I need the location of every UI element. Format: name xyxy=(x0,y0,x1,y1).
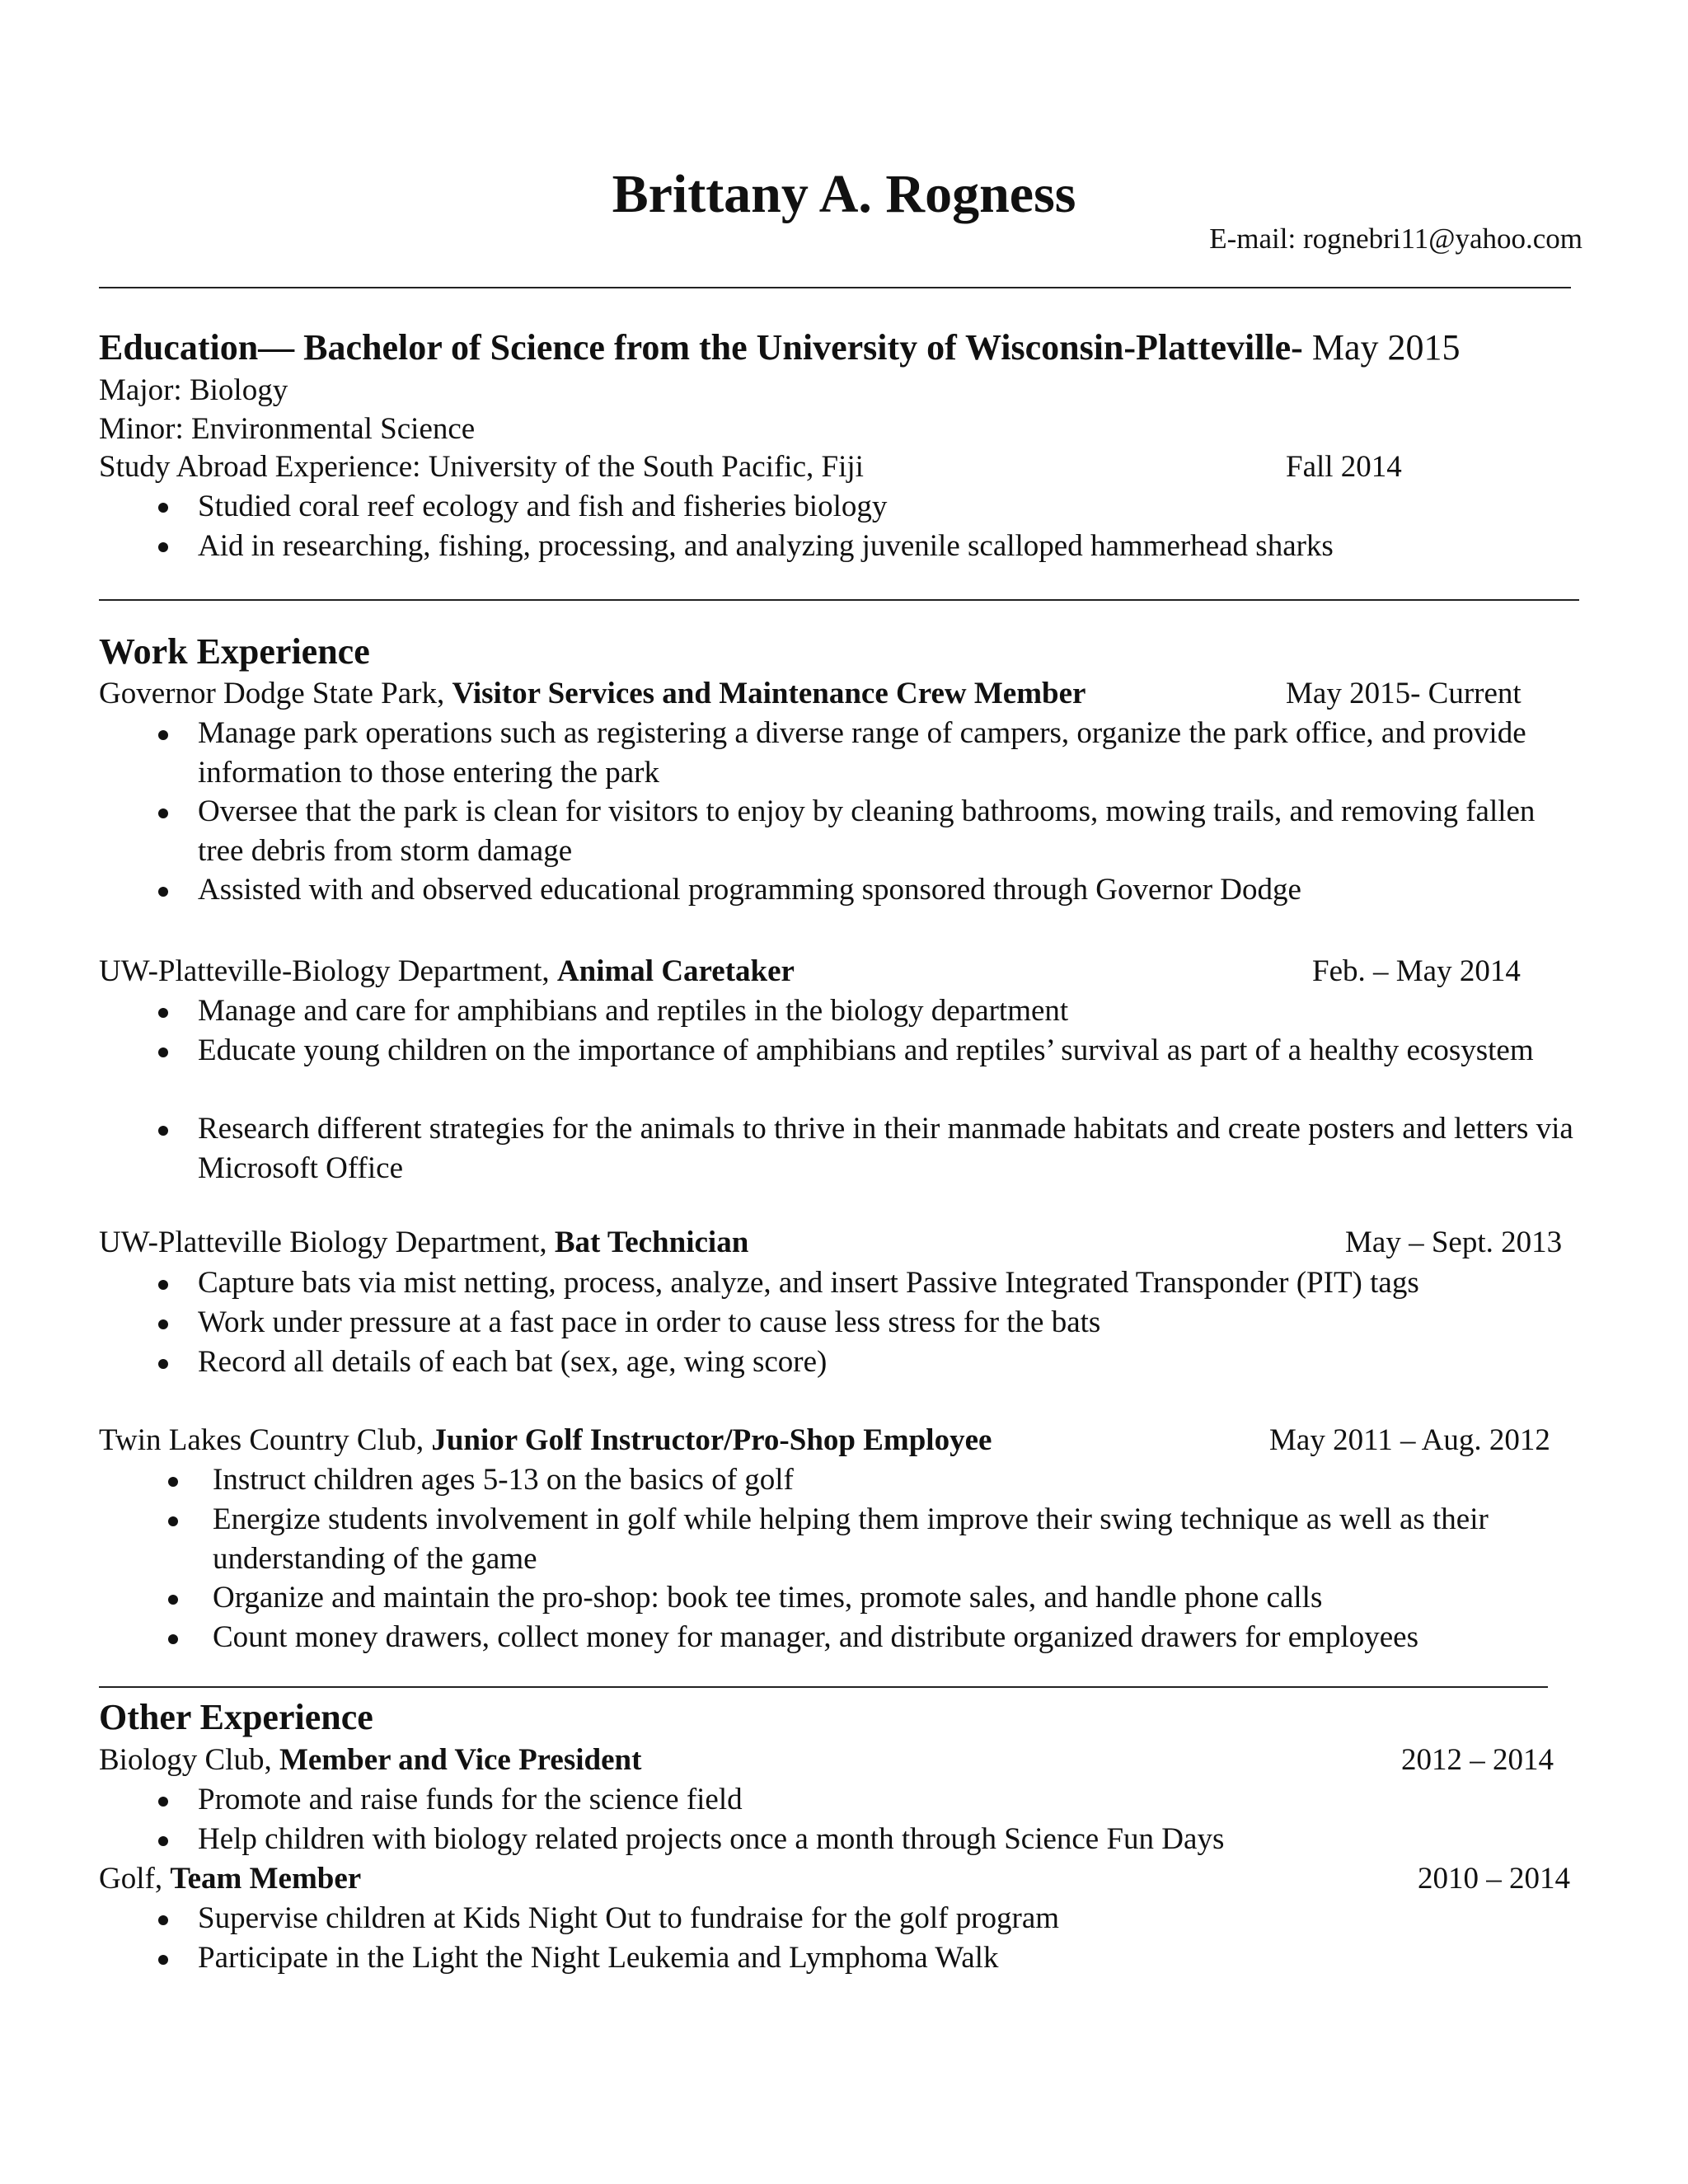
job-bullet: Instruct children ages 5-13 on the basics of golf xyxy=(213,1463,794,1497)
bullet-icon xyxy=(158,1126,168,1136)
bullet-icon xyxy=(158,1915,168,1925)
job-date: May 2011 – Aug. 2012 xyxy=(1269,1423,1550,1457)
job-bullet: Count money drawers, collect money for manager, and distribute organized drawers for employees xyxy=(213,1620,1418,1654)
job-bullet: Educate young children on the importance of amphibians and reptiles’ survival as part of a healthy ecosystem xyxy=(198,1033,1534,1067)
activity-bullet: Supervise children at Kids Night Out to fundraise for the golf program xyxy=(198,1901,1060,1935)
job-header xyxy=(99,1421,992,1460)
bullet-icon xyxy=(158,1797,168,1807)
job-header xyxy=(99,1223,748,1263)
activity-org: Biology Club, xyxy=(99,1743,279,1777)
job-bullet: Record all details of each bat (sex, age, wing score) xyxy=(198,1345,828,1379)
activity-bullet: Participate in the Light the Night Leukemia and Lymphoma Walk xyxy=(198,1941,999,1975)
education-heading xyxy=(99,325,1461,371)
job-bullet: Work under pressure at a fast pace in order to cause less stress for the bats xyxy=(198,1305,1101,1339)
activity-bullet: Promote and raise funds for the science field xyxy=(198,1783,743,1816)
work-divider xyxy=(99,1686,1548,1688)
bullet-icon xyxy=(158,1047,168,1057)
job-header xyxy=(99,674,1085,714)
job-title: Junior Golf Instructor/Pro-Shop Employee xyxy=(431,1423,992,1457)
job-bullet: Organize and maintain the pro-shop: book tee times, promote sales, and handle phone calls xyxy=(213,1581,1323,1615)
study-abroad: Study Abroad Experience: University of the South Pacific, Fiji xyxy=(99,450,864,484)
job-bullet: Assisted with and observed educational programming sponsored through Governor Dodge xyxy=(198,873,1301,907)
bullet-icon xyxy=(158,808,168,818)
bullet-icon xyxy=(158,887,168,897)
bullet-icon xyxy=(158,542,168,552)
education-date: May 2015 xyxy=(1302,327,1461,368)
activity-title: Team Member xyxy=(170,1862,362,1896)
activity-org: Golf, xyxy=(99,1862,171,1896)
bullet-icon xyxy=(158,1359,168,1369)
education-minor: Minor: Environmental Science xyxy=(99,412,476,446)
resume-name: Brittany A. Rogness xyxy=(612,164,1076,224)
bullet-icon xyxy=(168,1595,178,1605)
activity-date: 2010 – 2014 xyxy=(1418,1862,1570,1896)
activity-header xyxy=(99,1859,361,1899)
activity-date: 2012 – 2014 xyxy=(1401,1743,1554,1777)
job-bullet: Oversee that the park is clean for visitors to enjoy by cleaning bathrooms, mowing trails, and removing fallen tree debris from storm damage xyxy=(198,794,1536,868)
education-bullet: Studied coral reef ecology and fish and fisheries biology xyxy=(198,490,888,523)
education-bullet: Aid in researching, fishing, processing, and analyzing juvenile scalloped hammerhead sharks xyxy=(198,529,1334,563)
other-heading: Other Experience xyxy=(99,1697,373,1737)
header-divider xyxy=(99,287,1571,288)
bullet-icon xyxy=(168,1516,178,1526)
study-abroad-date: Fall 2014 xyxy=(1286,450,1402,484)
bullet-icon xyxy=(158,1319,168,1329)
activity-title: Member and Vice President xyxy=(279,1743,642,1777)
bullet-icon xyxy=(158,730,168,740)
job-org: Governor Dodge State Park, xyxy=(99,677,452,710)
job-title: Visitor Services and Maintenance Crew Member xyxy=(452,677,1086,710)
bullet-icon xyxy=(168,1477,178,1487)
job-date: May 2015- Current xyxy=(1286,677,1522,710)
job-bullet: Capture bats via mist netting, process, analyze, and insert Passive Integrated Transponder (PIT) tags xyxy=(198,1266,1419,1300)
bullet-icon xyxy=(158,1836,168,1846)
bullet-icon xyxy=(158,1280,168,1290)
job-bullet: Research different strategies for the animals to thrive in their manmade habitats and create posters and letters via Microsoft Office xyxy=(198,1112,1573,1185)
education-divider xyxy=(99,599,1579,601)
education-major: Major: Biology xyxy=(99,373,288,407)
job-bullet: Manage park operations such as registering a diverse range of campers, organize the park office, and provide information to those entering the park xyxy=(198,716,1526,790)
work-heading: Work Experience xyxy=(99,631,370,672)
bullet-icon xyxy=(168,1634,178,1644)
bullet-icon xyxy=(158,1008,168,1018)
job-header xyxy=(99,952,795,991)
job-title: Animal Caretaker xyxy=(556,954,795,988)
bullet-icon xyxy=(158,1955,168,1965)
job-org: Twin Lakes Country Club, xyxy=(99,1423,432,1457)
activity-bullet: Help children with biology related projects once a month through Science Fun Days xyxy=(198,1822,1225,1856)
job-bullet: Manage and care for amphibians and reptiles in the biology department xyxy=(198,994,1069,1028)
email-address: E-mail: rognebri11@yahoo.com xyxy=(1209,223,1582,255)
job-bullet: Energize students involvement in golf while helping them improve their swing technique as well as their understanding of the game xyxy=(213,1502,1489,1576)
job-date: May – Sept. 2013 xyxy=(1345,1226,1563,1259)
job-date: Feb. – May 2014 xyxy=(1312,954,1521,988)
job-org: UW-Platteville-Biology Department, xyxy=(99,954,557,988)
education-degree: Education— Bachelor of Science from the University of Wisconsin-Platteville- xyxy=(99,327,1303,368)
bullet-icon xyxy=(158,503,168,513)
job-org: UW-Platteville Biology Department, xyxy=(99,1226,555,1259)
activity-header xyxy=(99,1741,641,1780)
job-title: Bat Technician xyxy=(554,1226,749,1259)
